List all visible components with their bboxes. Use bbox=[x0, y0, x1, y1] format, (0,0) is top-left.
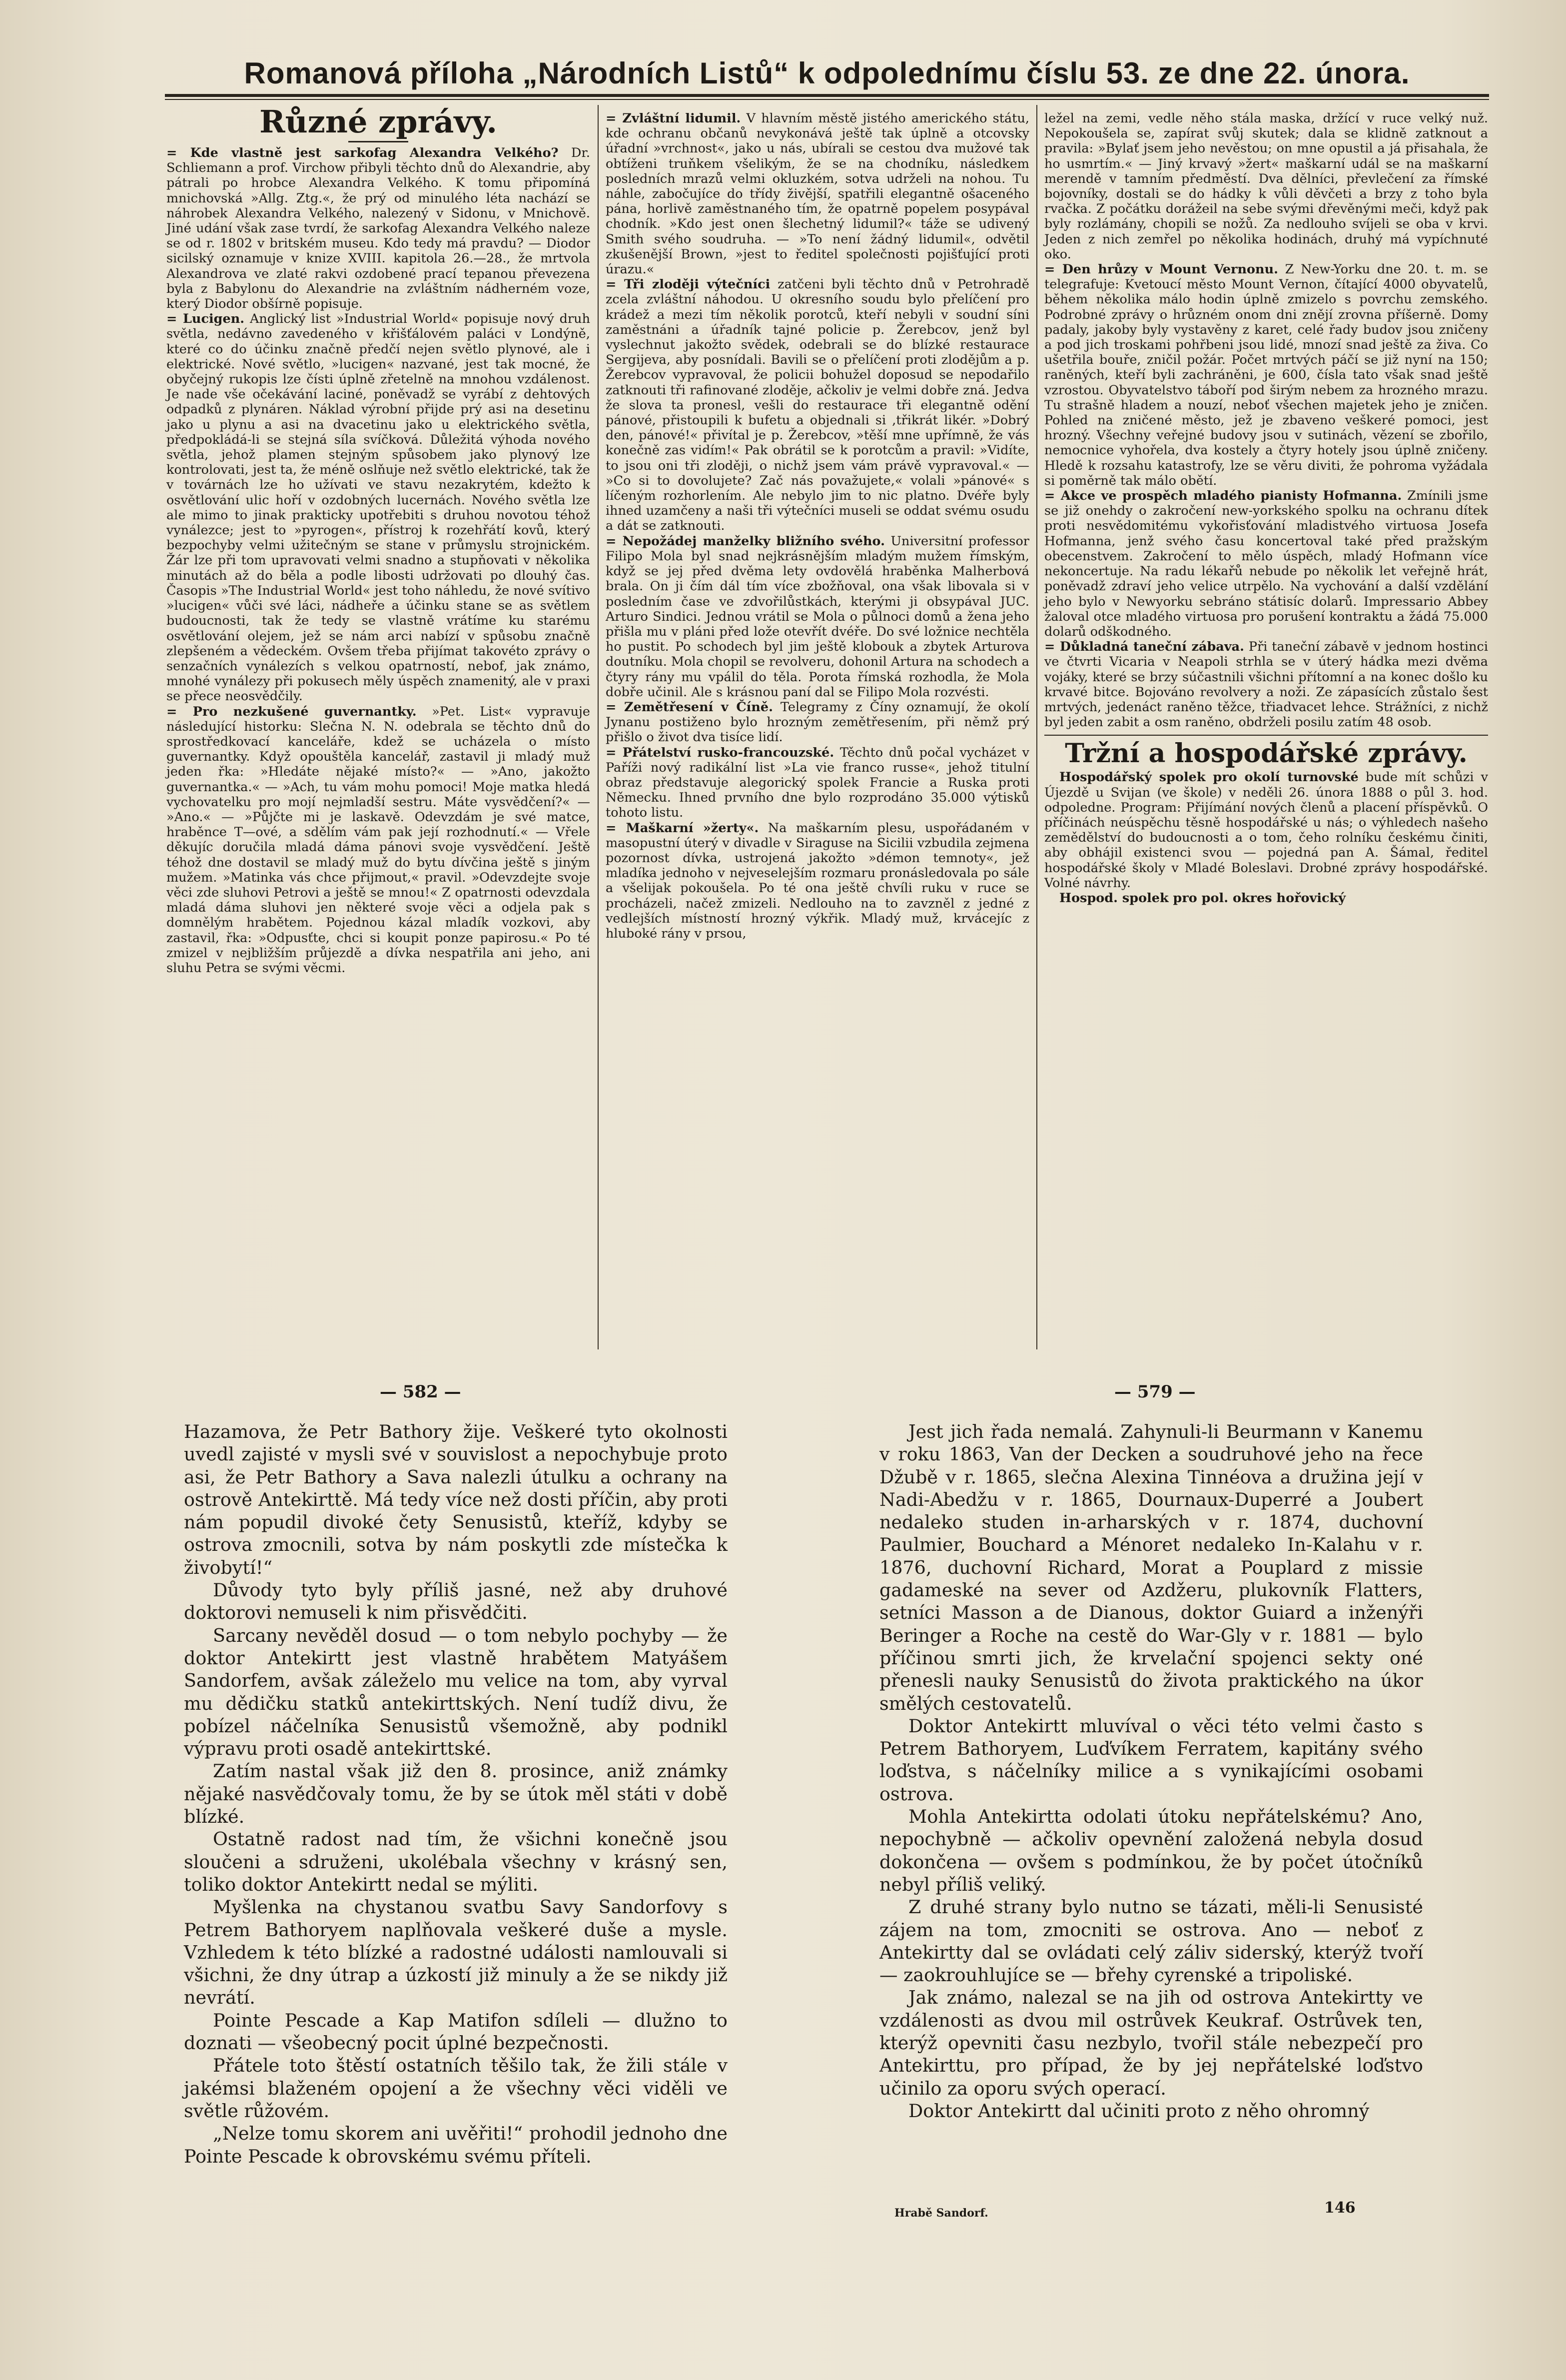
column-separator bbox=[1036, 105, 1037, 1349]
news-item bbox=[1044, 770, 1488, 891]
news-item-title: = Kde vlastně jest sarkofag Alexandra Velkého? bbox=[166, 145, 559, 160]
news-item bbox=[606, 745, 1029, 821]
news-item-title: Hospodářský spolek pro okolí turnovské bbox=[1059, 770, 1359, 785]
column-1 bbox=[166, 103, 590, 976]
masthead-rule bbox=[165, 94, 1489, 97]
news-item bbox=[1044, 488, 1488, 639]
novel-paragraph: Zatím nastal však již den 8. prosince, aniž známky nějaké nasvědčovaly tomu, že by se útok měl státi v době blízké. bbox=[184, 1760, 728, 1828]
novel-paragraph: „Nelze tomu skorem ani uvěřiti!“ prohodil jednoho dne Pointe Pescade k obrovskému svému příteli. bbox=[184, 2123, 728, 2167]
news-item-text: Universitní professor Filipo Mola byl snad nejkrásnějším mladým mužem římským, když se jej před dvěma lety ovdovělá hraběnka Malherbová brala. On ji čím dál tím více zbožňoval, ona však libovala si v posledním čase ve zdvořilůstkách, kterými ji obsypával JUC. Arturo Sindici. Jednou vrátil se Mola o půlnoci domů a žena jeho přišla mu v pláni před lože otevřít dvéře. Do své ložnice nechtěla ho pustit. Po schodech byl jim ještě klobouk a zbytek Arturova doutníku. Mola chopil se revolveru, dohonil Artura na schodech a čtyry rány mu vpálil do těla. Porota římská rozhodla, že Mola dobře učinil. Ale s krásnou paní dal se Filipo Mola rozvésti. bbox=[606, 533, 1029, 700]
news-item-title: = Důkladná taneční zábava. bbox=[1044, 639, 1245, 655]
news-item bbox=[1044, 891, 1488, 906]
novel-paragraph: Hazamova, že Petr Bathory žije. Veškeré tyto okolnosti uvedl zajisté v mysli své v souvislost a nepochybuje proto asi, že Petr Bathory a Sava nalezli útulku a ochrany na ostrově Antekirttě. Má tedy více než dosti příčin, aby proti nám popudil divoké čety Senusistů, kteříž, kdyby se ostrova zmocnili, sotva by nám poskytli zde místečka k živobytí!“ bbox=[184, 1421, 728, 1578]
news-item-title: = Akce ve prospěch mladého pianisty Hofmanna. bbox=[1044, 488, 1402, 504]
column-separator bbox=[598, 105, 599, 1349]
news-item-title: = Pro nezkušené guvernantky. bbox=[166, 704, 417, 719]
news-item-title: = Den hrůzy v Mount Vernonu. bbox=[1044, 262, 1278, 277]
novel-paragraph: Mohla Antekirtta odolati útoku nepřátelskému? Ano, nepochybně — ačkoliv opevnění založená nebyla dosud dokončena — ovšem s podmínkou, že by počet útočníků nebyl příliš veliký. bbox=[879, 1806, 1423, 1895]
news-item-continued: ležel na zemi, vedle něho stála maska, držící v ruce velký nuž. Nepokoušela se, zapírat svůj skutek; dala se klidně zatknout a pravila: »Bylať jsem jeho nevěstou; on mne opustil a já přisahala, že ho usmrtím.« — Jiný krvavý »žert« maškarní udál se na maškarní merendě v tamním předměstí. Dva dělníci, převlečení za římské bojovníky, dostali se do hádky k vůli děvčeti a brzy z toho byla rvačka. Z počátku dorážeil na sebe svými dřevěnými meči, když pak byly rozlámány, chopili se nožů. Za nedlouho svíjeli se oba v krvi. Jeden z nich zemřel po několika hodinách, druhý má vypíchnuté oko. bbox=[1044, 111, 1488, 262]
news-item-title: = Přátelství rusko-francouzské. bbox=[606, 745, 834, 760]
news-item bbox=[1044, 639, 1488, 730]
news-item-text: V hlavním městě jistého amerického státu, kde ochranu občanů nevykonává ještě tak úplně a otcovsky úřadní »vrchnost«, jako u nás, ubírali se cestou dva mužové tak obtíženi truňkem všelikým, že se na chodníku, následkem posledních mrazů velmi okluzkém, sotva udrželi na nohou. Tu náhle, zabočujíce do třídy živější, spatřili elegantně ošaceného pána, horlivě zaměstnaného tím, že opatrně popelem posypával chodník. »Kdo jest onen šlechetný lidumil?« táže se udivený Smith svého soudruha. — »To není žádný lidumil«, odvětil zkušenější Brown, »jest to ředitel společnosti pojišťující proti úrazu.« bbox=[606, 111, 1029, 277]
novel-paragraph: Přátele toto štěstí ostatních těšilo tak, že žili stále v jakémsi blaženém opojení a že všechny věci viděli ve světle růžovém. bbox=[184, 2055, 728, 2122]
masthead: Romanová příloha „Národních Listů“ k odpolednímu číslu 53. ze dne 22. února. bbox=[244, 56, 1410, 90]
page-number-left: — 582 — bbox=[380, 1382, 461, 1402]
news-item-title: = Tři zloději výtečníci bbox=[606, 277, 771, 292]
news-item-text: Dr. Schliemann a prof. Virchow přibyli těchto dnů do Alexandrie, aby pátrali po hrobce Alexandra Velkého. K tomu připomíná mnichovská »Allg. Ztg.«, že prý od minulého léta nachází se náhrobek Alexandra Velkého, nalezený v Sidonu, v Mnichově. Jiné udání však zase tvrdí, že sarkofag Alexandra Velkého naleze se od r. 1802 v britském museu. Kdo tedy má pravdu? — Diodor sicilský oznamuje v knize XVIII. kapitola 26.—28., že mrtvola Alexandrova ve zlaté rakvi ozdobené prací tepanou převezena byla z Babylonu do Alexandrie na zvláštním nádherném voze, který Diodor obšírně popisuje. bbox=[166, 145, 590, 312]
news-item-text: Těchto dnů počal vycházet v Paříži nový radikální list »La vie franco russe«, jehož titulní obraz představuje alegorický spolek Francie a Ruska proti Německu. Ihned prvního dne bylo rozprodáno 35.000 výtisků tohoto listu. bbox=[606, 745, 1029, 821]
news-item bbox=[606, 111, 1029, 277]
news-item-text: Anglický list »Industrial World« popisuje nový druh světla, nedávno zavedeného v křišťálovém paláci v Londýně, které co do účinku značně předčí nejen světlo plynové, ale i elektrické. Nové světlo, »lucigen« nazvané, jest tak mocné, že obyčejný rukopis lze čísti úplně zřetelně na mnohou vzdálenost. Je nade vše očekávání laciné, poněvadž se vyrábí z dehtových odpadků z plynáren. Náklad výrobní přijde prý asi na desetinu jako u plynu a asi na dvacetinu jako u elektrického světla, předpokládá-li se stejná síla svíčková. Důležitá výhoda nového světla, jehož plamen stejným spůsobem jako plynový lze kontrolovati, jest ta, že méně oslňuje než světlo elektrické, tak že v továrnách lze ho užívati ve stavu nezakrytém, kdežto k osvětlování ulic hoří v ozdobných lucernách. Nového světla lze ale mimo to jinak prakticky upotřebiti s druhou novotou téhož vynálezce; jest to »pyrogen«, přístroj k rozehřátí kovů, který bezpochyby velmi užitečným se stane v průmyslu strojnickém. Žár lze při tom upravovati velmi snadno a stupňovati v několika minutách až do běla a podle libosti udržovati po dlouhý čas. Časopis »The Industrial World« jest toho náhledu, že nové svítivo »lucigen« vůči své láci, nádheře a účinku stane se as světlem budoucnosti, tak že tedy se vlastně vrátíme ku starému osvětlování olejem, jež se nám arci nabízí v spůsobu značně zlepšeném a vědeckém. Ovšem třeba přijímat takovéto zprávy o senzačních vynálezích s velkou opatrností, nebof, jak známo, mnohé vynálezy při pokusech měly úspěch znamenitý, ale v praxi se přece neosvědčily. bbox=[166, 311, 590, 704]
novel-footer-signature: 146 bbox=[1324, 2199, 1356, 2217]
news-item bbox=[606, 277, 1029, 533]
masthead-rule-thin bbox=[165, 99, 1489, 100]
novel-paragraph: Myšlenka na chystanou svatbu Savy Sandorfovy s Petrem Bathoryem naplňovala veškeré duše a mysle. Vzhledem k této blízké a radostné události namlouvali si všichni, že dny útrap a úzkostí již minuly a že se nikdy již nevrátí. bbox=[184, 1896, 728, 2009]
novel-column-right bbox=[879, 1420, 1423, 2122]
news-item-text: Zmínili jsme se již onehdy o zakročení new-yorkského spolku na ochranu dítek proti nesvědomitému vykořisťování mladistvého virtuosa Josefa Hofmanna, jenž svého času koncertoval také před pražským obecenstvem. Zakročení to mělo úspěch, mladý Hofmann více nekoncertuje. Na radu lékařů nebude po několik let veřejně hrát, poněvadž zdraví jeho velice utrpělo. Na vychování a další vzdělání jeho bylo v Newyorku sebráno státisíc dolarů. Impressario Abbey žaloval otce mladého virtuosa pro porušení kontraktu a žádá 75.000 dolarů odškodného. bbox=[1044, 488, 1488, 639]
news-item-title: Hospod. spolek pro pol. okres hořovický bbox=[1059, 890, 1346, 906]
news-item-text: »Pet. List« vypravuje následující historku: Slečna N. N. odebrala se těchto dnů do sprostředkovací kanceláře, kdež se ucházela o místo guvernantky. Když opouštěla kancelář, zastavil ji mladý muž jeden řka: »Hledáte nějaké místo?« — »Ano, jakožto guvernantka.« — »Ach, tu vám mohu pomoci! Moje matka hledá vychovatelku pro mojí nejmladší sestru. Máte vysvědčení?« — »Ano.« — »Půjčte mi je laskavě. Odevzdám je své matce, hraběnce T—ové, a sdělím vám pak její rozhodnutí.« — Vřele děkujíc doručila mladá dáma pánovi svoje vysvědčení. Ještě téhož dne dostavil se mladý muž do bytu dívčina ještě s jiným mužem. »Matinka vás chce přijmout,« pravil. »Odevzdejte svoje věci zde sluhovi Petrovi a ještě se mnou!« Z opatrnosti odevzdala mladá dáma sluhovi jen některé svoje věci a odjela pak s domnělým hrabětem. Pojednou kázal mladík vozkovi, aby zastavil, řka: »Odpusťte, chci si koupit ponze papirosu.« Po té zmizel v nejbližším průjezdě a dívka nespatřila ani jeho, ani sluhu Petra se svými věcmi. bbox=[166, 704, 590, 976]
news-item-text: bude mít schůzi v Újezdě u Svijan (ve škole) v neděli 26. února 1888 o půl 3. hod. odpoledne. Program: Přijímání nových členů a placení příspěvků. O příčinách neúspěchu těsně hospodářské u nás; o výhledech našeho zemědělství do budoucnosti a o tom, čeho rolníku českému činiti, aby obhájil existenci svou — pojedná pan A. Šámal, ředitel hospodářské školy v Mladé Boleslavi. Drobné zprávy hospodářské. Volné návrhy. bbox=[1044, 770, 1488, 891]
market-rule bbox=[1044, 735, 1488, 736]
news-item bbox=[166, 311, 590, 704]
novel-paragraph: Sarcany nevěděl dosud — o tom nebylo pochyby — že doktor Antekirtt jest vlastně hrabětem Matyášem Sandorfem, avšak záleželo mu velice na tom, aby vyrval mu dědičku statků antekirttských. Není tudíž divu, že pobízel náčelníka Senusistů všemožně, aby podnikl výpravu proti osadě antekirttské. bbox=[184, 1624, 728, 1760]
novel-column-left bbox=[184, 1420, 728, 2168]
news-item-text: Z New-Yorku dne 20. t. m. se telegrafuje: Kvetoucí město Mount Vernon, čítající 4000 obyvatelů, během několika málo hodin úplně zmizelo s povrchu zemského. Podrobné zprávy o hrůzném onom dni znějí zrovna příšerně. Domy padaly, jakoby byly vystavěny z karet, celé řady budov jsou zničeny a pod jich troskami pohřbeni jsou lidé, mnozí snad ještě za živa. Co ušetřila bouře, zničil požár. Počet mrtvých páčí se již nyní na 150; raněných, kteří byli zachráněni, je 600, čísla tato však snad ještě vzrostou. Obyvatelstvo táboří pod širým nebem za hrozného mrazu. Tu strašně hladem a nouzí, neboť všechen majetek jeho je zničen. Pohled na zničené město, jež je zbaveno veškeré pomoci, jest hrozný. Všechny veřejné budovy jsou v sutinách, vězení se zbořilo, nemocnice vyhořela, dva kostely a čtyry hotely jsou úplně zničeny. Hledě k rozsahu katastrofy, lze se věru diviti, že pohroma vyžádala si poměrně tak málo obětí. bbox=[1044, 262, 1488, 488]
column-3 bbox=[1044, 111, 1488, 906]
news-item bbox=[606, 534, 1029, 700]
news-item bbox=[166, 704, 590, 976]
news-item-title: = Nepožádej manželky bližního svého. bbox=[606, 533, 885, 549]
novel-paragraph: Doktor Antekirtt dal učiniti proto z něho ohromný bbox=[908, 2100, 1370, 2122]
news-item-text: Na maškarním plesu, uspořádaném v masopustní úterý v divadle v Siraguse na Sicilii vzbudila zejmena pozornost dívka, ustrojená jakožto »démon temnoty«, jež mladíka jednoho v nejveselejším rozmaru pronásledovala po sále a všelijak pokoušela. Po té ona ještě chvíli ruku v ruce se procházeli, načež zmizeli. Nedlouho na to zavzněl z jedné z vedlejších místností hrozný výkřik. Mladý muž, krvácejíc z hluboké rány v prsou, bbox=[606, 820, 1029, 941]
news-item-text: zatčeni byli těchto dnů v Petrohradě zcela zvláštní náhodou. U okresního soudu bylo přelíčení pro krádež a mezi tím několik porotců, kteří nebyli v soudní síni zaměstnáni a úřadník tajné policie p. Žerebcov, jenž byl vyslechnut jakožto svědek, odebrali se do blízké restaurace Sergijeva, aby posnídali. Bavili se o přelíčení proti zlodějům a p. Žerebcov vypravoval, že policii bohužel doposud se nepodařilo zatknouti tři rafinované zloděje, ačkoliv je velmi dobře zná. Jedva že slova ta pronesl, vešli do restaurace tři elegantně odění pánové, přistoupili k bufetu a objednali si ,třikrát likér. »Dobrý den, pánové!« přivítal je p. Žerebcov, »těší mne upřímně, že vás konečně zas vidím!« Pak obrátil se k porotcům a pravil: »Vidíte, to jsou oni tři zloději, o nichž jsem vám právě vypravoval.« — »Co si to dovolujete? Zač nás považujete,« volali »pánové« s líčeným rozhorlením. Ale nebylo jim to nic platno. Dvéře byly ihned uzamčeny a naši tři výtečníci museli se oddat svému osudu a dát se zatknouti. bbox=[606, 277, 1029, 534]
novel-paragraph: Jest jich řada nemalá. Zahynuli-li Beurmann v Kanemu v roku 1863, Van der Decken a soudruhové jeho na řece Džubě v r. 1865, slečna Alexina Tinnéova a družina její v Nadi-Abedžu v r. 1865, Dournaux-Duperré a Joubert nedaleko studen in-arharských v r. 1874, duchovní Paulmier, Bouchard a Ménoret nedaleko In-Kalahu v r. 1876, duchovní Richard, Morat a Pouplard z missie gadameské na sever od Azdžeru, plukovník Flatters, setníci Masson a de Dianous, doktor Guiard a inženýři Beringer a Roche na cestě do War-Gly v r. 1881 — bylo příčinou smrti jich, že krvelační spojenci sekty oné přenesli nauky Senusistů do života praktického na úkor smělých cestovatelů. bbox=[879, 1421, 1423, 1714]
novel-paragraph: Z druhé strany bylo nutno se tázati, měli-li Senusisté zájem na tom, zmocniti se ostrova. Ano — neboť z Antekirtty dal se ovládati celý záliv siderský, kterýž tvoří — zaokrouhlujíce se — břehy cyrenské a tripoliské. bbox=[879, 1896, 1423, 1986]
novel-paragraph: Doktor Antekirtt mluvíval o věci této velmi často s Petrem Bathoryem, Luďvíkem Ferratem, kapitány svého loďstva, s náčelníky milice a s vynikajícími osobami ostrova. bbox=[879, 1715, 1423, 1805]
page-number-right: — 579 — bbox=[1114, 1382, 1196, 1402]
column-2 bbox=[606, 111, 1029, 941]
news-item bbox=[606, 821, 1029, 942]
news-item bbox=[1044, 262, 1488, 488]
section-heading: Různé zprávy. bbox=[259, 103, 497, 140]
novel-footer-title: Hrabě Sandorf. bbox=[894, 2207, 988, 2220]
heading-rule bbox=[348, 141, 408, 142]
market-heading: Tržní a hospodářské zprávy. bbox=[1065, 738, 1468, 769]
news-item bbox=[166, 145, 590, 311]
news-item-text: Při taneční zábavě v jednom hostinci ve čtvrti Vicaria v Neapoli strhla se v úterý hádka mezi dvěma vojáky, které se brzy súčastnili všichni přítomní a na konec došlo ku krvavé bitce. Bojováno revolvery a noži. Ze zápasících zůstalo šest mrtvých, jedenáct raněno těžce, třiadvacet lehce. Strážníci, z nichž byl jeden zabit a osm raněno, obdrželi posilu zatím 48 osob. bbox=[1044, 639, 1488, 730]
news-item-text: Telegramy z Číny oznamují, že okolí Jynanu postiženo bylo hrozným zemětřesením, při němž prý přišlo o život dva tisíce lidí. bbox=[606, 699, 1029, 745]
news-item-title: = Zemětřesení v Číně. bbox=[606, 699, 774, 715]
news-item-title: = Maškarní »žerty«. bbox=[606, 820, 759, 836]
novel-paragraph: Pointe Pescade a Kap Matifon sdíleli — dlužno to doznati — všeobecný pocit úplné bezpečnosti. bbox=[184, 2009, 728, 2054]
news-item-title: = Zvláštní lidumil. bbox=[606, 111, 741, 126]
news-item-title: = Lucigen. bbox=[166, 311, 245, 327]
novel-paragraph: Důvody tyto byly příliš jasné, než aby druhové doktorovi nemuseli k nim přisvědčiti. bbox=[184, 1579, 728, 1624]
novel-paragraph: Ostatně radost nad tím, že všichni konečně jsou sloučeni a sdruženi, ukolébala všechny v krásný sen, toliko doktor Antekirtt nedal se mýliti. bbox=[184, 1828, 728, 1895]
novel-paragraph: Jak známo, nalezal se na jih od ostrova Antekirtty ve vzdálenosti as dvou mil ostrůvek Keukraf. Ostrůvek ten, kterýž opevniti času nezbylo, tvořil stále nebezpečí pro Antekirttu, pro případ, že by jej nepřátelské loďstvo učinilo za oporu svých operací. bbox=[879, 1987, 1423, 2099]
news-item bbox=[606, 700, 1029, 745]
